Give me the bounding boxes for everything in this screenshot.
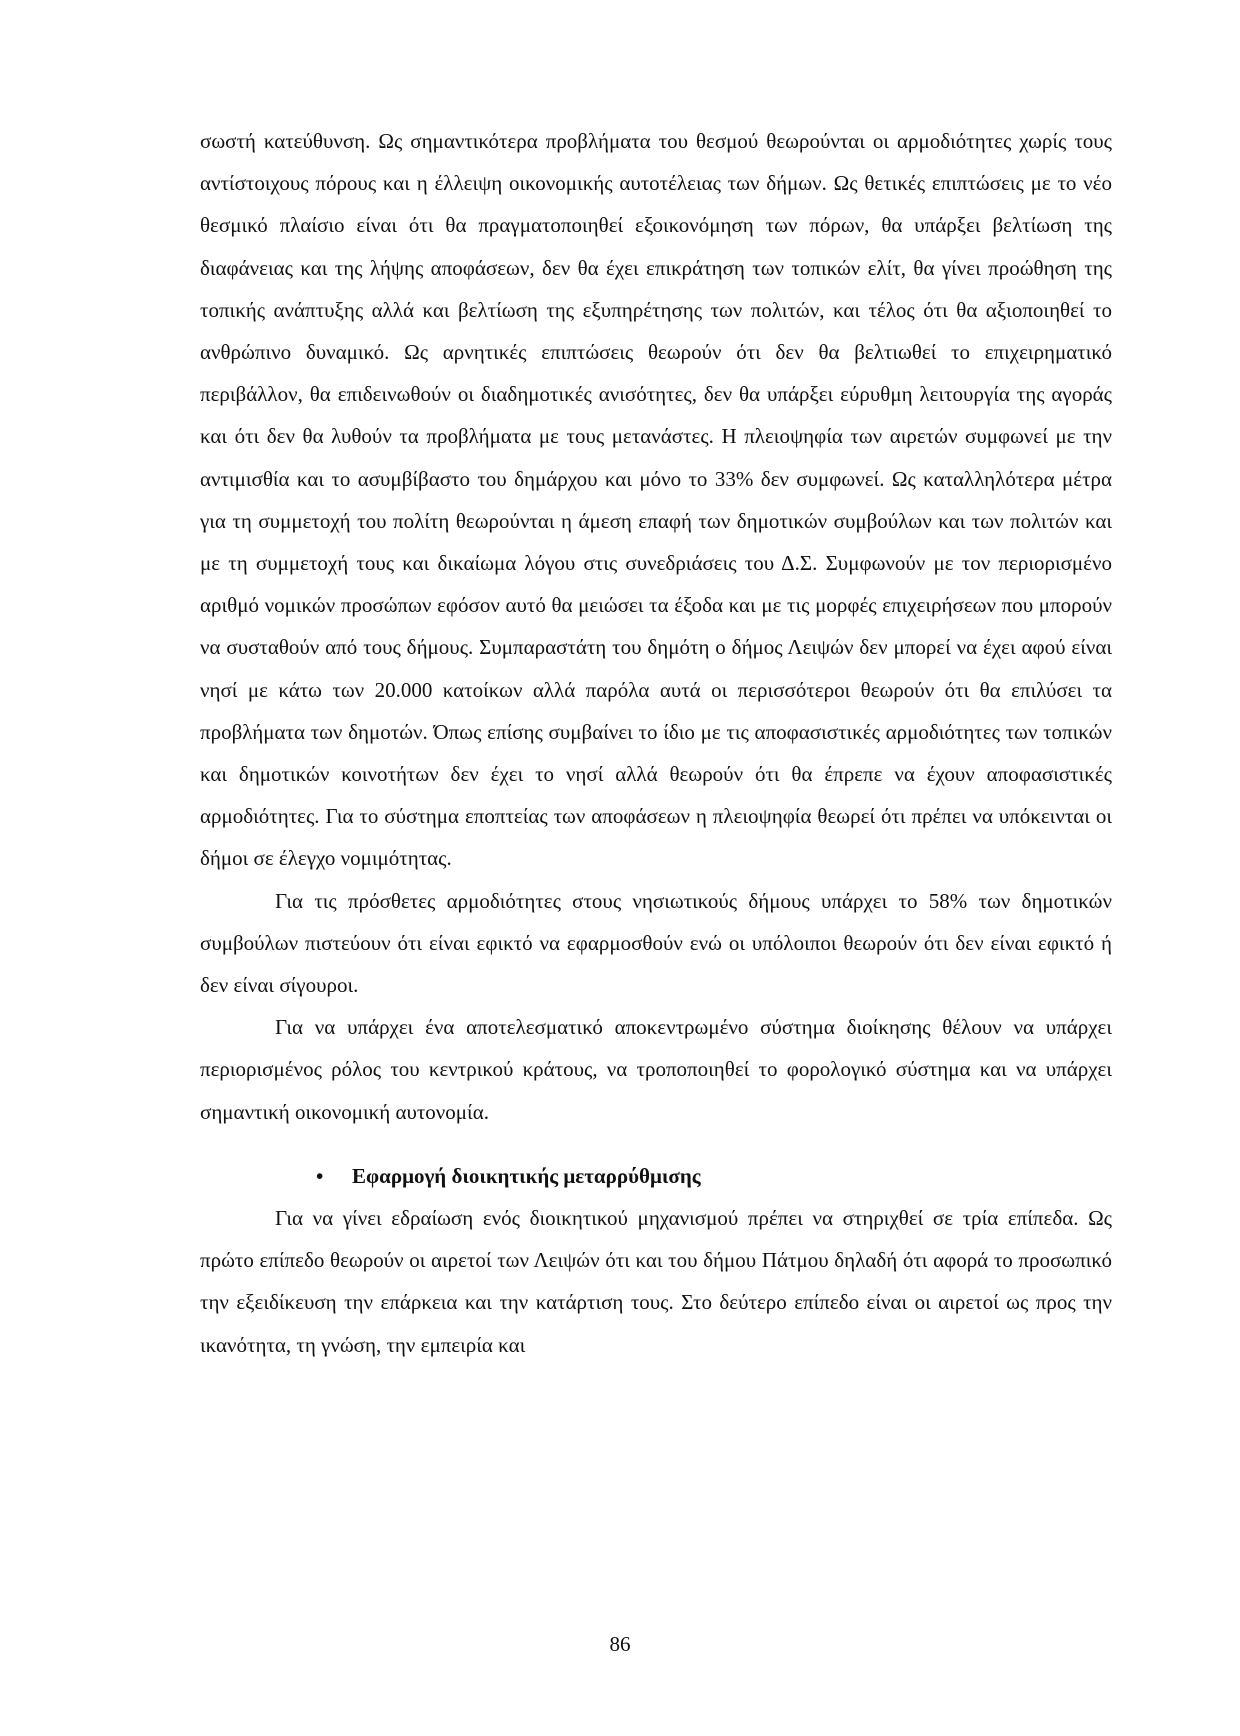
paragraph-1: σωστή κατεύθυνση. Ως σημαντικότερα προβλήματα του θεσμού θεωρούνται οι αρμοδιότητες χωρίς τους αντίστοιχους πόρους και η έλλειψη οικονομικής αυτοτέλειας των δήμων. Ως θετικές επιπτώσεις με το νέο θεσμικό πλαίσιο είναι ότι θα πραγματοποιηθεί εξοικονόμηση των πόρων, θα υπάρξει βελτίωση της διαφάνειας και της λήψης αποφάσεων, δεν θα έχει επικράτηση των τοπικών ελίτ, θα γίνει προώθηση της τοπικής ανάπτυξης αλλά και βελτίωση της εξυπηρέτησης των πολιτών, και τέλος ότι θα αξιοποιηθεί το ανθρώπινο δυναμικό. Ως αρνητικές επιπτώσεις θεωρούν ότι δεν θα βελτιωθεί το επιχειρηματικό περιβάλλον, θα επιδεινωθούν οι διαδημοτικές ανισότητες, δεν θα υπάρξει εύρυθμη λειτουργία της αγοράς και ότι δεν θα λυθούν τα προβλήματα με τους μετανάστες. Η πλειοψηφία των αιρετών συμφωνεί με την αντιμισθία και το ασυμβίβαστο του δημάρχου και μόνο το 33% δεν συμφωνεί. Ως καταλληλότερα μέτρα για τη συμμετοχή του πολίτη θεωρούνται η άμεση επαφή των δημοτικών συμβούλων και των πολιτών και με τη συμμετοχή τους και δικαίωμα λόγου στις συνεδριάσεις του Δ.Σ. Συμφωνούν με τον περιορισμένο αριθμό νομικών προσώπων εφόσον αυτό θα μειώσει τα έξοδα και με τις μορφές επιχειρήσεων που μπορούν να συσταθούν από τους δήμους. Συμπαραστάτη του δημότη ο δήμος Λειψών δεν μπορεί να έχει αφού είναι νησί με κάτω των 20.000 κατοίκων αλλά παρόλα αυτά οι περισσότεροι θεωρούν ότι θα επιλύσει τα προβλήματα των δημοτών. Όπως επίσης συμβαίνει το ίδιο με τις αποφασιστικές αρμοδιότητες των τοπικών και δημοτικών κοινοτήτων δεν έχει το νησί αλλά θεωρούν ότι θα έπρεπε να έχουν αποφασιστικές αρμοδιότητες. Για το σύστημα εποπτείας των αποφάσεων η πλειοψηφία θεωρεί ότι πρέπει να υπόκεινται οι δήμοι σε έλεγχο νομιμότητας.: [200, 129, 1112, 871]
page-number: 86: [609, 1632, 631, 1656]
section-paragraph: Για να γίνει εδραίωση ενός διοικητικού μηχανισμού πρέπει να στηριχθεί σε τρία επίπεδα. Ως πρώτο επίπεδο θεωρούν οι αιρετοί των Λειψών ότι και του δήμου Πάτμου δηλαδή ότι αφορά το προσωπικό την εξειδίκευση την επάρκεια και την κατάρτιση τους. Στο δεύτερο επίπεδο είναι οι αιρετοί ως προς την ικανότητα, τη γνώση, την εμπειρία και: [200, 1206, 1112, 1357]
paragraph-3: Για να υπάρχει ένα αποτελεσματικό αποκεντρωμένο σύστημα διοίκησης θέλουν να υπάρχει περιορισμένος ρόλος του κεντρικού κράτους, να τροποποιηθεί το φορολογικό σύστημα και να υπάρχει σημαντική οικονομική αυτονομία.: [200, 1015, 1112, 1124]
paragraph-2: Για τις πρόσθετες αρμοδιότητες στους νησιωτικούς δήμους υπάρχει το 58% των δημοτικών συμβούλων πιστεύουν ότι είναι εφικτό να εφαρμοσθούν ενώ οι υπόλοιποι θεωρούν ότι δεν είναι εφικτό ή δεν είναι σίγουροι.: [200, 888, 1112, 998]
bullet-icon: •: [316, 1163, 324, 1188]
section-heading: [200, 1155, 1112, 1197]
section-heading-text: Εφαρμογή διοικητικής μεταρρύθμισης: [352, 1163, 701, 1188]
document-body: [200, 120, 1112, 1366]
